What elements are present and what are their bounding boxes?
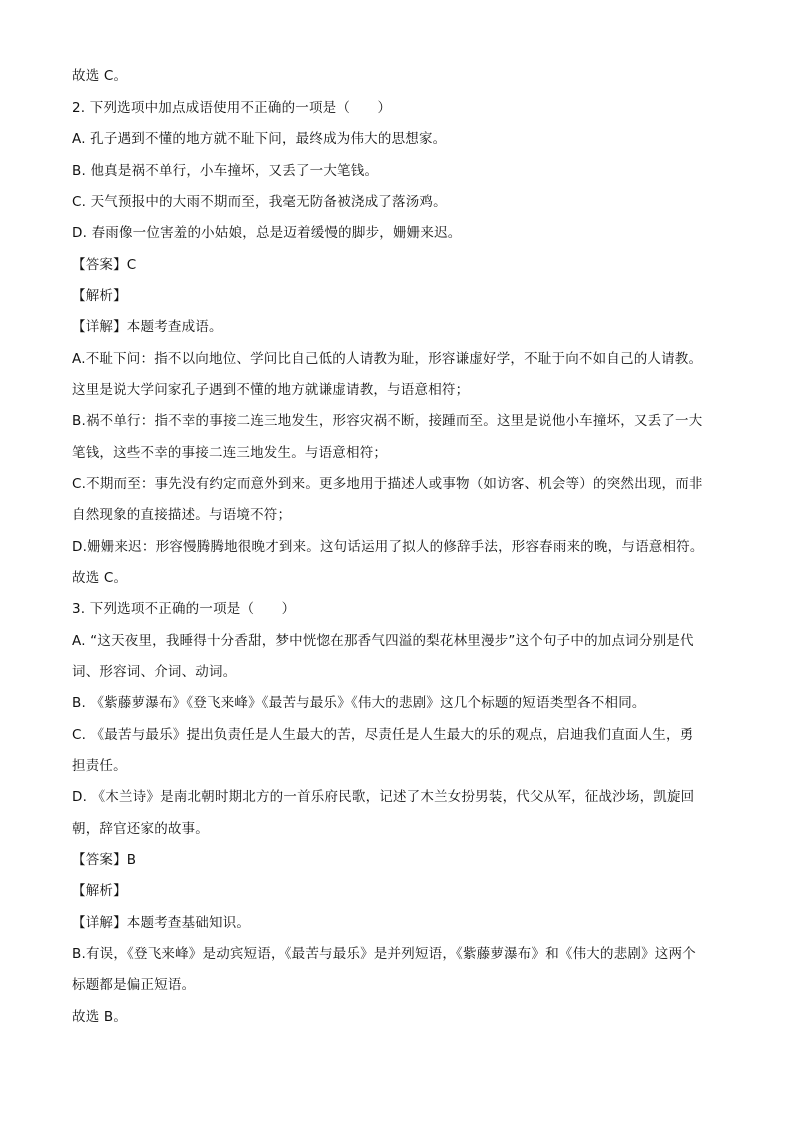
q3-option-b: B. 《紫藤萝瀑布》《登飞来峰》《最苦与最乐》《伟大的悲剧》这几个标题的短语类型各不相同。 [72, 695, 646, 711]
q3-option-c-cont: 担责任。 [72, 758, 127, 774]
q2-option-c: C. 天气预报中的大雨不期而至，我毫无防备被浇成了落汤鸡。 [72, 194, 447, 210]
q3-explanation-line: 标题都是偏正短语。 [72, 977, 196, 993]
q3-option-a-cont: 词、形容词、介词、动词。 [72, 664, 237, 680]
q2-explanation-line: C.不期而至：事先没有约定而意外到来。更多地用于描述人或事物（如访客、机会等）的突然出现，而非 [72, 476, 703, 492]
q2-explanation-line: 笔钱，这些不幸的事接二连三地发生。与语意相符； [72, 445, 388, 461]
q2-explanation-line: 自然现象的直接描述。与语境不符； [72, 507, 292, 523]
q2-analysis-heading: 【解析】 [72, 288, 127, 304]
q2-answer: 【答案】C [72, 257, 137, 273]
q2-option-a: A. 孔子遇到不懂的地方就不耻下问，最终成为伟大的思想家。 [72, 131, 447, 147]
q3-stem: 3. 下列选项不正确的一项是（ ） [72, 601, 296, 617]
q2-explanation-line: A.不耻下问：指不以向地位、学问比自己低的人请教为耻，形容谦虚好学，不耻于向不如自己的人请教。 [72, 351, 703, 367]
q3-option-c: C. 《最苦与最乐》提出负责任是人生最大的苦，尽责任是人生最大的乐的观点，启迪我们直面人生，勇 [72, 727, 694, 743]
q2-option-d: D. 春雨像一位害羞的小姑娘，总是迈着缓慢的脚步，姗姗来迟。 [72, 225, 462, 241]
q3-option-a: A. “这天夜里，我睡得十分香甜，梦中恍惚在那香气四溢的梨花林里漫步”这个句子中的加点词分别是代 [72, 633, 694, 649]
q3-answer: 【答案】B [72, 852, 137, 868]
q3-verdict: 故选 B。 [72, 1009, 128, 1025]
q3-option-d-cont: 朝，辞官还家的故事。 [72, 821, 209, 837]
q1-verdict: 故选 C。 [72, 68, 128, 84]
q2-explanation-line: B.祸不单行：指不幸的事接二连三地发生，形容灾祸不断，接踵而至。这里是说他小车撞坏，又丢了一大 [72, 413, 703, 429]
q3-explanation-line: B.有误，《登飞来峰》是动宾短语，《最苦与最乐》是并列短语，《紫藤萝瀑布》和《伟大的悲剧》这两个 [72, 946, 696, 962]
q2-explanation-line: D.姗姗来迟：形容慢腾腾地很晚才到来。这句话运用了拟人的修辞手法，形容春雨来的晚，与语意相符。 [72, 539, 704, 555]
q3-detail: 【详解】本题考查基础知识。 [72, 915, 251, 931]
q2-explanation-line: 这里是说大学问家孔子遇到不懂的地方就谦虚请教，与语意相符； [72, 382, 470, 398]
q3-option-d: D. 《木兰诗》是南北朝时期北方的一首乐府民歌，记述了木兰女扮男装，代父从军，征战沙场，凯旋回 [72, 789, 695, 805]
q2-detail: 【详解】本题考查成语。 [72, 319, 223, 335]
q3-analysis-heading: 【解析】 [72, 883, 127, 899]
q2-stem: 2. 下列选项中加点成语使用不正确的一项是（ ） [72, 100, 392, 116]
q2-option-b: B. 他真是祸不单行，小车撞坏，又丢了一大笔钱。 [72, 163, 379, 179]
q2-verdict: 故选 C。 [72, 570, 128, 586]
